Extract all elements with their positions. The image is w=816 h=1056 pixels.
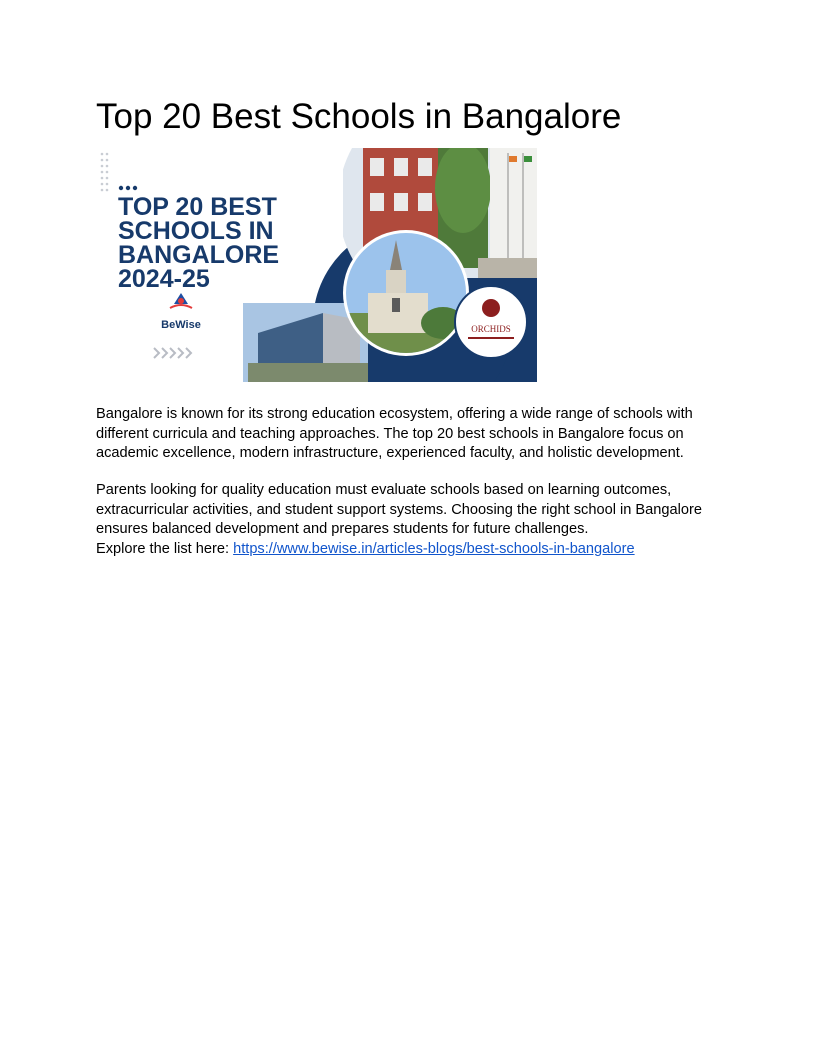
dot-pattern <box>101 153 109 192</box>
explore-label: Explore the list here: <box>96 540 234 557</box>
headline-line-3: BANGALORE <box>118 241 280 269</box>
intro-paragraph: Bangalore is known for its strong education ecosystem, offering a wide range of schools with different curricula and teaching approaches. The top 20 best schools in Bangalore focus on academic excellence, modern infrastructure, experienced faculty, and holistic development. <box>96 406 693 462</box>
evaluation-paragraph <box>96 481 720 559</box>
bewise-logo-icon <box>170 293 192 308</box>
banner-image <box>98 148 537 382</box>
document-title: Top 20 Best Schools in Bangalore <box>96 97 622 136</box>
chevrons-icon <box>154 348 191 358</box>
schools-list-link[interactable]: https://www.bewise.in/articles-blogs/best-schools-in-bangalore <box>233 540 635 557</box>
banner-headline <box>118 193 279 293</box>
evaluation-text: Parents looking for quality education must evaluate schools based on learning outcomes, extracurricular activities, and student support systems. Choosing the right school in Bangalore ensures balanced development and prepares students for future challenges. <box>96 482 702 538</box>
explore-line <box>96 540 720 560</box>
headline-line-2: SCHOOLS IN <box>118 217 274 245</box>
school-logo-text: ORCHIDS <box>471 324 511 334</box>
headline-line-1: TOP 20 BEST <box>118 193 277 221</box>
headline-line-4: 2024-25 <box>118 265 210 293</box>
brand-name: BeWise <box>161 319 201 331</box>
